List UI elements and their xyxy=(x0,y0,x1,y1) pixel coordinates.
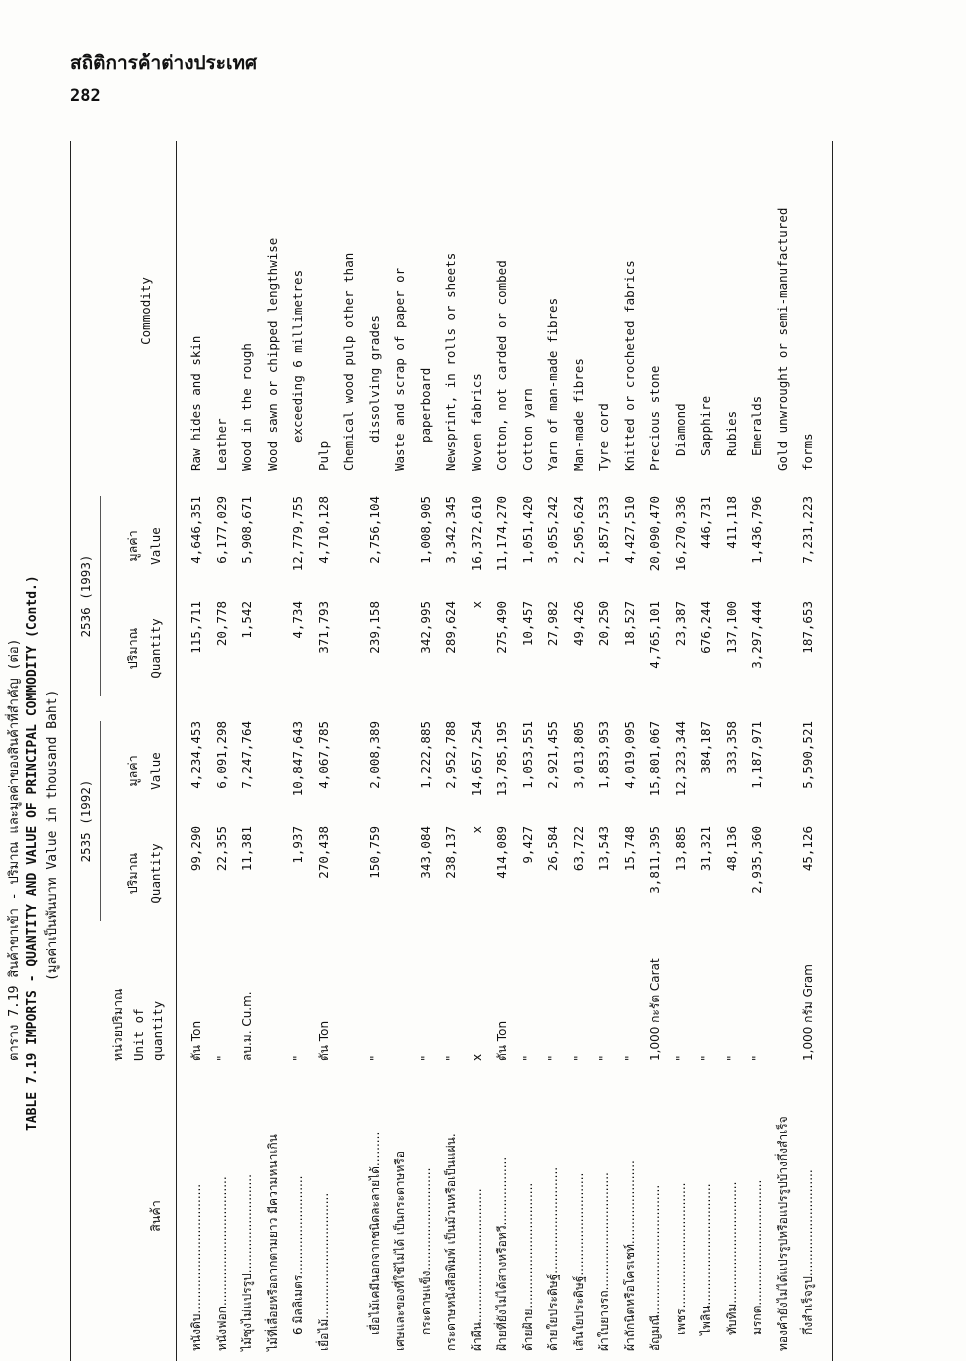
commodity-thai-cell: ไม้ซุงไม่แปรรูป.......................... xyxy=(240,1174,254,1351)
header-val-thai-1993: มูลค่า xyxy=(125,530,140,562)
unit-cell: " xyxy=(546,1055,560,1061)
value-1993-cell: 1,008,905 xyxy=(417,496,433,564)
value-1993-cell: 20,090,470 xyxy=(647,496,662,572)
rotated-table-page xyxy=(0,141,966,1361)
quantity-1992-cell: 48,136 xyxy=(723,826,739,872)
commodity-thai-cell: อัญมณี.................................. xyxy=(648,1184,662,1351)
commodity-thai-cell: เพชร................................. xyxy=(673,1182,688,1335)
quantity-1992-cell: 13,543 xyxy=(596,826,611,872)
quantity-1993-cell: 137,100 xyxy=(723,601,739,654)
commodity-thai-cell: กระดาษหนังสือพิมพ์ เป็นม้วนหรือเป็นแผ่น. xyxy=(444,1133,458,1351)
table-row xyxy=(745,141,771,1361)
year-1993-rule xyxy=(100,496,101,696)
table-row xyxy=(388,141,414,1361)
value-1992-cell: 1,187,971 xyxy=(749,721,764,789)
value-1992-cell: 1,222,885 xyxy=(417,721,433,789)
table-row xyxy=(414,141,440,1361)
commodity-english-cell: Emeralds xyxy=(749,395,764,456)
value-1993-cell: 5,908,671 xyxy=(239,496,254,564)
value-1993-cell: 2,756,104 xyxy=(366,496,382,564)
unit-cell: " xyxy=(622,1055,637,1061)
quantity-1993-cell: 239,158 xyxy=(366,601,382,654)
quantity-1992-cell: 63,722 xyxy=(570,826,586,872)
table-row xyxy=(567,141,593,1361)
header-year-1992: 2535 (1992) xyxy=(78,779,93,863)
commodity-thai-cell: ทับทิม................................ xyxy=(724,1181,739,1335)
table-row xyxy=(210,141,236,1361)
unit-cell: " xyxy=(418,1055,433,1061)
quantity-1993-cell: 4,734 xyxy=(290,601,305,639)
commodity-english-cell: Leather xyxy=(213,418,229,471)
quantity-1992-cell: 15,748 xyxy=(621,826,637,872)
unit-cell: " xyxy=(597,1055,611,1061)
value-1993-cell: 1,436,796 xyxy=(749,496,764,564)
table-row xyxy=(694,141,720,1361)
commodity-english-cell: Pulp xyxy=(315,440,331,471)
commodity-thai-cell: เยื่อไม้เคมีนอกจากชนิดละลายได้......... xyxy=(367,1131,382,1335)
value-1992-cell: 3,013,805 xyxy=(570,721,586,789)
unit-cell: " xyxy=(750,1055,764,1061)
value-1993-cell: 4,646,351 xyxy=(188,496,203,564)
unit-cell: " xyxy=(724,1055,739,1061)
value-1993-cell: 411,118 xyxy=(723,496,739,549)
quantity-1992-cell: 99,290 xyxy=(188,826,203,872)
commodity-english-cell: Knitted or crocheted fabrics xyxy=(621,260,637,471)
quantity-1992-cell: 150,759 xyxy=(366,826,382,879)
value-1992-cell: 1,053,551 xyxy=(519,721,535,789)
commodity-thai-cell: ไพลิน................................ xyxy=(699,1183,713,1335)
table-row xyxy=(516,141,542,1361)
commodity-english-cell: Woven fabrics xyxy=(468,373,484,471)
table-row xyxy=(235,141,261,1361)
quantity-1993-cell: 23,387 xyxy=(672,601,688,647)
value-1993-cell: 6,177,029 xyxy=(213,496,229,564)
quantity-1993-cell: x xyxy=(468,601,484,609)
value-1992-cell: 384,187 xyxy=(698,721,713,774)
quantity-1993-cell: 20,250 xyxy=(596,601,611,647)
quantity-1993-cell: 115,711 xyxy=(188,601,203,654)
value-1992-cell: 6,091,298 xyxy=(213,721,229,789)
table-row xyxy=(771,141,797,1361)
commodity-english-cell: Waste and scrap of paper or xyxy=(392,267,407,471)
quantity-1992-cell: 238,137 xyxy=(443,826,458,879)
header-commodity-thai: สินค้า xyxy=(148,1200,163,1232)
table-subtitle: (มูลค่าเป็นพันบาท Value in thousand Baht) xyxy=(45,689,60,981)
table-row xyxy=(261,141,287,1361)
value-1993-cell: 1,857,533 xyxy=(596,496,611,564)
value-1992-cell: 12,323,344 xyxy=(672,721,688,797)
unit-cell: " xyxy=(291,1055,305,1061)
report-title: สถิติการค้าต่างประเทศ xyxy=(70,52,258,74)
value-1992-cell: 15,801,067 xyxy=(647,721,662,797)
commodity-thai-cell: 6 มิลลิเมตร.......................... xyxy=(291,1175,305,1335)
commodity-thai-cell: มรกต................................. xyxy=(750,1179,764,1335)
table-row xyxy=(312,141,338,1361)
header-bottom-rule xyxy=(176,141,177,1361)
unit-cell: " xyxy=(520,1055,535,1061)
year-1992-rule xyxy=(100,721,101,921)
table-row xyxy=(490,141,516,1361)
value-1993-cell: 16,270,336 xyxy=(672,496,688,572)
quantity-1993-cell: 27,982 xyxy=(545,601,560,647)
unit-cell: ลบ.ม. Cu.m. xyxy=(240,991,254,1061)
value-1993-cell: 3,342,345 xyxy=(443,496,458,564)
commodity-thai-cell: ทองคำยังไม่ได้แปรรูปหรือแปรรูปบ้างกึ่งสำเร็จ xyxy=(775,1116,790,1351)
quantity-1992-cell: 26,584 xyxy=(545,826,560,872)
unit-cell: x xyxy=(469,1053,484,1061)
table-row xyxy=(669,141,695,1361)
quantity-1992-cell: 3,811,395 xyxy=(647,826,662,894)
value-1993-cell: 2,505,624 xyxy=(570,496,586,564)
commodity-english-cell: Diamond xyxy=(672,403,688,456)
quantity-1993-cell: 275,490 xyxy=(494,601,509,654)
value-1992-cell: 333,358 xyxy=(723,721,739,774)
quantity-1992-cell: 343,084 xyxy=(417,826,433,879)
commodity-thai-cell: ผ้าผืน................................... xyxy=(469,1188,484,1351)
quantity-1993-cell: 371,793 xyxy=(315,601,331,654)
unit-cell: " xyxy=(673,1055,688,1061)
value-1993-cell: 3,055,242 xyxy=(545,496,560,564)
quantity-1993-cell: 342,995 xyxy=(417,601,433,654)
table-row xyxy=(541,141,567,1361)
quantity-1992-cell: x xyxy=(468,826,484,834)
header-year-1993: 2536 (1993) xyxy=(78,554,93,638)
commodity-english-cell: Wood in the rough xyxy=(239,343,254,471)
table-row xyxy=(363,141,389,1361)
header-qty-en-1992: Quantity xyxy=(148,843,163,904)
header-qty-en-1993: Quantity xyxy=(148,618,163,679)
unit-cell: ตัน Ton xyxy=(189,1020,203,1061)
quantity-1993-cell: 187,653 xyxy=(800,601,815,654)
commodity-english-cell: forms xyxy=(800,433,815,471)
quantity-1993-cell: 1,542 xyxy=(239,601,254,639)
value-1993-cell: 11,174,270 xyxy=(494,496,509,572)
value-1992-cell: 13,785,195 xyxy=(494,721,509,797)
value-1992-cell: 10,847,643 xyxy=(290,721,305,797)
quantity-1993-cell: 4,765,101 xyxy=(647,601,662,669)
table-row xyxy=(592,141,618,1361)
quantity-1993-cell: 10,457 xyxy=(519,601,535,647)
table-title-thai: ตาราง 7.19 สินค้าขาเข้า - ปริมาณ และมูลค่าของสินค้าที่สำคัญ (ต่อ) xyxy=(7,638,22,1061)
commodity-english-cell: Man-made fibres xyxy=(570,358,586,471)
quantity-1992-cell: 270,438 xyxy=(315,826,331,879)
table-row xyxy=(720,141,746,1361)
commodity-english-cell: paperboard xyxy=(417,367,433,443)
commodity-thai-cell: กระดาษแข็ง........................... xyxy=(418,1167,433,1335)
value-1993-cell: 4,710,128 xyxy=(315,496,331,564)
value-1993-cell: 446,731 xyxy=(698,496,713,549)
commodity-thai-cell: เยื่อไม้................................. xyxy=(316,1192,331,1351)
commodity-thai-cell: ด้ายใยประดิษฐ์............................ xyxy=(546,1166,560,1351)
commodity-english-cell: Raw hides and skin xyxy=(188,335,203,471)
quantity-1993-cell: 20,778 xyxy=(213,601,229,647)
header-unit-thai: หน่วยปริมาณ xyxy=(110,988,125,1061)
header-val-en-1992: Value xyxy=(148,752,163,790)
table-row xyxy=(439,141,465,1361)
quantity-1992-cell: 414,089 xyxy=(494,826,509,879)
header-unit-line2: quantity xyxy=(150,1000,165,1061)
table-row xyxy=(465,141,491,1361)
quantity-1992-cell: 9,427 xyxy=(519,826,535,864)
commodity-thai-cell: หนังฟอก.................................. xyxy=(214,1176,229,1351)
quantity-1992-cell: 45,126 xyxy=(800,826,815,872)
commodity-english-cell: Wood sawn or chipped lengthwise xyxy=(264,237,280,471)
commodity-english-cell: exceeding 6 millimetres xyxy=(290,269,305,443)
page-number: 282 xyxy=(70,86,101,106)
header-val-en-1993: Value xyxy=(148,527,163,565)
quantity-1992-cell: 22,355 xyxy=(213,826,229,872)
table-row xyxy=(618,141,644,1361)
commodity-thai-cell: ผ้าใบยางรถ............................... xyxy=(597,1172,611,1351)
commodity-english-cell: Newsprint, in rolls or sheets xyxy=(443,252,458,471)
commodity-english-cell: Gold unwrought or semi-manufactured xyxy=(774,207,790,471)
quantity-1992-cell: 1,937 xyxy=(290,826,305,864)
commodity-thai-cell: ไม้ที่เลื่อยหรือถากตามยาว มีความหนาเกิน xyxy=(265,1134,280,1351)
unit-cell: " xyxy=(571,1055,586,1061)
quantity-1992-cell: 11,381 xyxy=(239,826,254,872)
commodity-thai-cell: หนังดิบ.................................. xyxy=(189,1183,203,1351)
commodity-english-cell: Sapphire xyxy=(698,395,713,456)
commodity-english-cell: Cotton, not carded or combed xyxy=(494,260,509,471)
commodity-english-cell: dissolving grades xyxy=(366,315,382,443)
value-1992-cell: 14,657,254 xyxy=(468,721,484,797)
value-1992-cell: 2,921,455 xyxy=(545,721,560,789)
value-1993-cell: 16,372,610 xyxy=(468,496,484,572)
quantity-1993-cell: 18,527 xyxy=(621,601,637,647)
value-1992-cell: 5,590,521 xyxy=(800,721,815,789)
commodity-thai-cell: เศษและของที่ใช้ไม่ได้ เป็นกระดาษหรือ xyxy=(393,1150,407,1351)
table-row xyxy=(337,141,363,1361)
table-top-rule xyxy=(70,141,71,1361)
quantity-1992-cell: 2,935,360 xyxy=(749,826,764,894)
commodity-english-cell: Precious stone xyxy=(647,365,662,471)
unit-cell: " xyxy=(699,1055,713,1061)
table-row xyxy=(796,141,822,1361)
header-unit-line1: Unit of xyxy=(131,1008,146,1061)
unit-cell: 1,000 กะรัต Carat xyxy=(648,958,662,1061)
value-1992-cell: 1,853,953 xyxy=(596,721,611,789)
unit-cell: " xyxy=(444,1055,458,1061)
unit-cell: ตัน Ton xyxy=(495,1020,509,1061)
value-1992-cell: 7,247,764 xyxy=(239,721,254,789)
value-1993-cell: 7,231,223 xyxy=(800,496,815,564)
quantity-1993-cell: 3,297,444 xyxy=(749,601,764,669)
header-qty-thai-1993: ปริมาณ xyxy=(125,627,140,670)
commodity-thai-cell: ฝ้ายที่ยังไม่ได้สางหรือหวี.................. xyxy=(495,1156,509,1351)
value-1993-cell: 1,051,420 xyxy=(519,496,535,564)
commodity-english-cell: Cotton yarn xyxy=(519,388,535,471)
table-title-english: TABLE 7.19 IMPORTS - QUANTITY AND VALUE OF PRINCIPAL COMMODITY (Contd.) xyxy=(25,575,40,1131)
value-1992-cell: 4,234,453 xyxy=(188,721,203,789)
quantity-1993-cell: 49,426 xyxy=(570,601,586,647)
unit-cell: 1,000 กรัม Gram xyxy=(801,964,815,1061)
header-val-thai-1992: มูลค่า xyxy=(125,755,140,787)
commodity-english-cell: Rubies xyxy=(723,410,739,456)
commodity-english-cell: Chemical wood pulp other than xyxy=(341,252,356,471)
value-1993-cell: 12,779,755 xyxy=(290,496,305,572)
commodity-english-cell: Yarn of man-made fibres xyxy=(545,297,560,471)
table-row xyxy=(286,141,312,1361)
quantity-1992-cell: 31,321 xyxy=(698,826,713,872)
unit-cell: ตัน Ton xyxy=(316,1020,331,1061)
value-1992-cell: 2,952,788 xyxy=(443,721,458,789)
value-1993-cell: 4,427,510 xyxy=(621,496,637,564)
commodity-thai-cell: ด้ายฝ้าย................................. xyxy=(520,1182,535,1351)
unit-cell: " xyxy=(367,1055,382,1061)
quantity-1993-cell: 289,624 xyxy=(443,601,458,654)
quantity-1993-cell: 676,244 xyxy=(698,601,713,654)
unit-cell: " xyxy=(214,1055,229,1061)
value-1992-cell: 4,067,785 xyxy=(315,721,331,789)
commodity-thai-cell: ผ้าถักนิตหรือโครเชท์...................... xyxy=(622,1160,637,1351)
value-1992-cell: 2,008,389 xyxy=(366,721,382,789)
table-bottom-rule xyxy=(832,141,833,1361)
value-1992-cell: 4,019,095 xyxy=(621,721,637,789)
quantity-1992-cell: 13,885 xyxy=(672,826,688,872)
table-row xyxy=(184,141,210,1361)
commodity-thai-cell: เส้นใยประดิษฐ์........................... xyxy=(571,1172,586,1351)
commodity-english-cell: Tyre cord xyxy=(596,403,611,471)
commodity-thai-cell: กึ่งสำเร็จรูป............................ xyxy=(801,1169,815,1335)
table-row xyxy=(643,141,669,1361)
header-qty-thai-1992: ปริมาณ xyxy=(125,852,140,895)
header-commodity-english: Commodity xyxy=(138,277,153,345)
